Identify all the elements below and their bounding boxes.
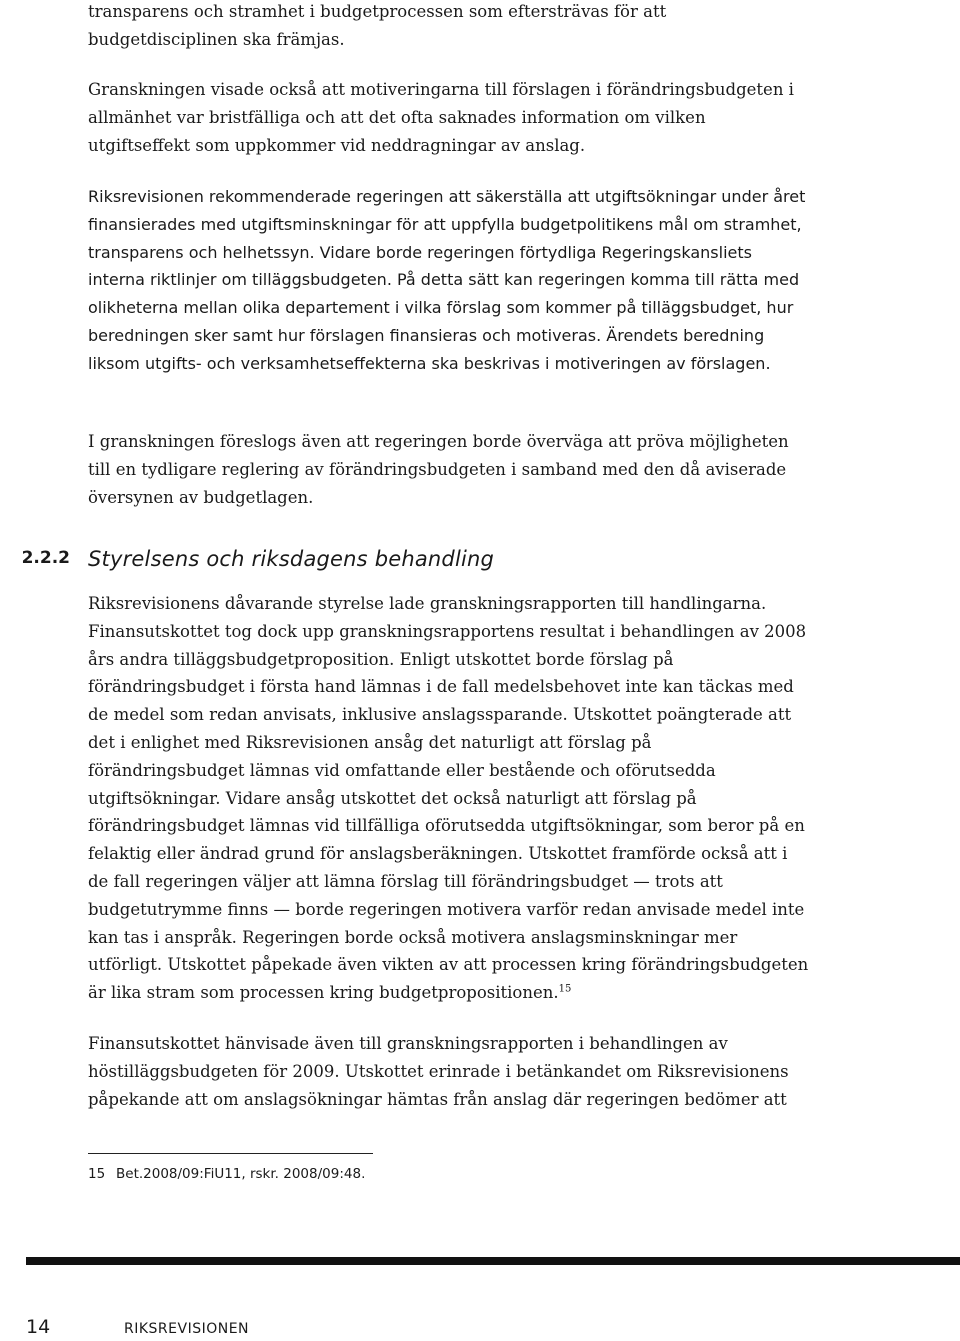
paragraph-findings: Granskningen visade också att motiveringarna till förslagen i förändringsbudgeten i allmänhet var bristfälliga och att det ofta saknades information om vilken utgiftseffekt som uppkommer vid neddragningar av anslag. xyxy=(88,80,794,155)
footnote-number: 15 xyxy=(88,1166,106,1182)
footnote-reference: 15 xyxy=(558,983,572,995)
footnote-divider xyxy=(88,1153,373,1154)
paragraph-finance-committee: Finansutskottet hänvisade även till granskningsrapporten i behandlingen av höstilläggsbudgeten för 2009. Utskottet erinrade i betänkandet om Riksrevisionens påpekande att om anslagsökningar hämtas från anslag där regeringen bedömer att xyxy=(88,1034,789,1109)
footer-bar xyxy=(26,1257,960,1265)
paragraph-proposal: I granskningen föreslogs även att regeringen borde överväga att pröva möjligheten till en tydligare reglering av förändringsbudgeten i samband med den då aviserade översynen av budgetlagen. xyxy=(88,432,789,507)
section-title: Styrelsens och riksdagens behandling xyxy=(88,547,495,571)
footnote xyxy=(88,1166,365,1182)
section-number: 2.2.2 xyxy=(21,548,70,568)
paragraph-recommendation: Riksrevisionen rekommenderade regeringen att säkerställa att utgiftsökningar under året finansierades med utgiftsminskningar för att uppfylla budgetpolitikens mål om stramhet, transparens och helhetssyn. Vidare borde regeringen förtydliga Regeringskansliets interna riktlinjer om tilläggsbudgeten. På detta sätt kan regeringen komma till rätta med olikheterna mellan olika departement i vilka förslag som kommer på tilläggsbudget, hur beredningen sker samt hur förslagen finansieras och motiveras. Ärendets beredning liksom utgifts- och verksamhetseffekterna ska beskrivas i motiveringen av förslagen. xyxy=(88,187,806,373)
paragraph-intro: transparens och stramhet i budgetprocessen som eftersträvas för att budgetdisciplinen ska främjas. xyxy=(88,2,667,49)
paragraph-committee xyxy=(88,590,810,1007)
footer-title: RIKSREVISIONEN xyxy=(124,1321,250,1337)
page-number: 14 xyxy=(26,1316,51,1338)
footnote-text: Bet.2008/09:FiU11, rskr. 2008/09:48. xyxy=(116,1166,366,1182)
paragraph-committee-text: Riksrevisionens dåvarande styrelse lade granskningsrapporten till handlingarna. Finansutskottet tog dock upp granskningsrapportens resultat i behandlingen av 2008 års andra tilläggsbudgetproposition. Enligt utskottet borde förslag på förändringsbudget i första hand lämnas i de fall medelsbehovet inte kan täckas med de medel som redan anvisats, inklusive anslagssparande. Utskottet poängterade att det i enlighet med Riksrevisionen ansåg det naturligt att förslag på förändringsbudget lämnas vid omfattande eller bestående och oförutsedda utgiftsökningar. Vidare ansåg utskottet det också naturligt att förslag på förändringsbudget lämnas vid tillfälliga oförutsedda utgiftsökningar, som beror på en felaktig eller ändrad grund för anslagsberäkningen. Utskottet framförde också att i de fall regeringen väljer att lämna förslag till förändringsbudget — trots att budgetutrymme finns — borde regeringen motivera varför redan anvisade medel inte kan tas i anspråk. Regeringen borde också motivera anslagsminskningar mer utförligt. Utskottet påpekade även vikten av att processen kring förändringsbudgeten är lika stram som processen kring budgetpropositionen. xyxy=(88,594,809,1003)
